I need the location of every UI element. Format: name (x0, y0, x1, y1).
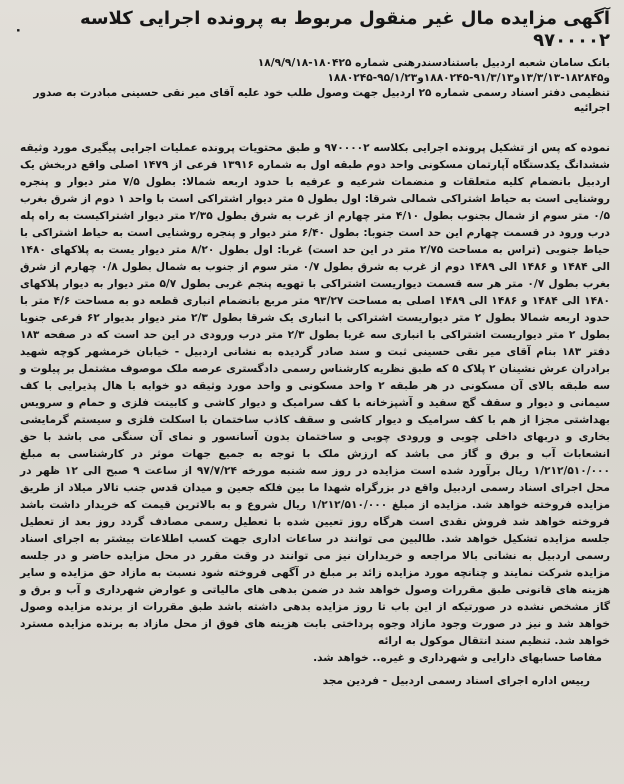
notice-subtitle-1: بانک سامان شعبه اردبیل باستنادسندرهنی شماره ۱۸۰۴۲۵-۱۸/۹/۹/۱۸ و۱۸۲۸۴۵-۱۳/۳/۱۳و۹۱/۳/۱۳-۱۸۸۰۲۴۵و۹۵/۱/۲۳-۱۸۸۰۲۴۵ (257, 57, 610, 84)
notice-closing: مفاصا حسابهای دارایی و شهرداری و غیره.. خواهد شد. (313, 652, 602, 664)
notice-signature: رییس اداره اجرای اسناد رسمی اردبیل - فردین مجد (322, 675, 590, 687)
notice-body: نموده که پس از تشکیل پرونده اجرایی بکلاسه ۹۷۰۰۰۰۲ و طبق محتویات پرونده عملیات اجرایی پیگیری مورد وثیقه ششدانگ یکدستگاه آپارتمان مسکونی واحد دوم طبقه اول به شماره ۱۳۹۱۶ فرعی از ۱۴۷۹ اصلی واقع دربخش یک اردبیل بانضمام کلیه متعلقات و منضمات شرعیه و عرفیه با حدود اربعه شمالا: بطول ۷/۵ متر دیوار و پنجره روشنایی است به حیاط اشتراکی شمالی شرقا: اول بطول ۵ متر دیوار اشتراکی است با واحد ۱ دوم از شرق بغرب ۰/۵ متر سوم از شمال بجنوب بطول ۴/۱۰ متر چهارم از غرب به شرق بطول ۲/۳۵ متر دیوار اشتراکیست به راه پله درب ورود در قسمت چهارم این حد است جنوبا: بطول ۶/۴۰ متر دیوار و پنجره روشنایی است به حیاط اشتراکی با حیاط جنوبی (تراس به مساحت ۲/۷۵ متر در این حد است) غربا: اول بطول ۸/۲۰ متر دیوار یست به پلاکهای ۱۴۸۰ الی ۱۴۸۴ و ۱۴۸۶ الی ۱۴۸۹ دوم از غرب به شرق بطول ۰/۷ متر سوم از جنوب به شمال بطول ۰/۸ چهارم از شرق بغرب بطول ۰/۷ متر هر سه قسمت دیواریست اشتراکی با تهویه پنجم غربی بطول ۵/۷ متر دیوار به دیوار پلاکهای ۱۴۸۰ الی ۱۴۸۴ و ۱۴۸۶ الی ۱۴۸۹ اصلی به مساحت ۹۳/۲۷ متر مربع بانضمام انباری قطعه دو به مساحت ۴/۶ متر با حدود اربعه شمالا بطول ۲ متر دیواریست اشتراکی با انباری یک شرقا بطول ۲/۳ متر دیوار بدیوار ۶۲ فرعی جنوبا بطول ۲ متر دیواریست اشتراکی با انباری سه غربا بطول ۲/۳ متر درب ورودی در این حد است که در صفحه ۱۸۳ دفتر ۱۸۳ بنام آقای میر نقی حسینی ثبت و سند صادر گردیده به نشانی اردبیل - خیابان خرمشهر کوچه شهید برادران عرش نشینان ۲ پلاک ۵ که طبق نظریه کارشناس رسمی دادگستری عرصه ملک موصوف مشتمل بر پیلوت و سه طبقه بالای آن مسکونی در هر طبقه ۲ واحد مسکونی و واحد مورد وثیقه دو خوابه با هال پذیرایی با کف سیمانی و دیوار و سقف گچ سفید و آشپزخانه با کف سرامیک و دیوار کاشی و کابینت فلزی و حمام و سرویس بهداشتی مجزا از هم با کف سرامیک و دیوار کاشی و سقف کاذب ساختمان با اسکلت فلزی و سیستم گرمایشی بخاری و دربهای داخلی چوبی و ورودی چوبی و ساختمان بدون آسانسور و نمای آن سنگی می باشد با حق انشعابات آب و برق و گاز می باشد که ارزش ملک با توجه به جمیع جهات موثر در کارشناسی به مبلغ ۱/۲۱۲/۵۱۰/۰۰۰ ریال برآورد شده است مزایده در روز سه شنبه مورخه ۹۷/۷/۲۴ از ساعت ۹ صبح الی ۱۲ ظهر در محل اجرای اسناد رسمی اردبیل واقع در بزرگراه شهدا ما بین فلکه جعین و میدان قدس جنب تالار میلاد از طریق مزایده فروخته خواهد شد. مزایده از مبلغ ۱/۲۱۲/۵۱۰/۰۰۰ ریال شروع و به بالاترین قیمت که خریدار داشت باشد فروخته خواهد شد فروش نقدی است هرگاه روز تعیین شده با تعطیل رسمی مصادف گردد روز بعد از تعطیل جلسه مزایده تشکیل خواهد شد. طالبین می توانند در ساعات اداری جهت کسب اطلاعات بیشتر به اجرای اسناد رسمی اردبیل به نشانی بالا مراجعه و خریداران نیز می توانند در وقت مقرر در محل مزایده حاضر و در جلسه مزایده شرکت نمایند و چنانچه مورد مزایده زائد بر مبلغ در آگهی فروخته شود نسبت به مازاد حق مزایده و سایر هزینه های قانونی طبق مقررات وصول خواهد شد در ضمن بدهی های مالیاتی و عوارض شهرداری و آب و برق و گاز مشخص نشده در صورتیکه از این باب تا روز مزایده بدهی داشته باشد طبق مقررات از برنده مزایده وصول خواهد شد و نیز در صورت وجود مازاد وجوه پرداختی بابت هزینه های فوق از محل مازاد به برنده مزایده مسترد خواهد شد. تنظیم سند انتقال موکول به ارائه (20, 142, 611, 647)
title-row (14, 8, 610, 52)
notice-subtitle-2: تنظیمی دفتر اسناد رسمی شماره ۲۵ اردبیل جهت وصول طلب خود علیه آقای میر نقی حسینی مبادرت به صدور اجرائیه (33, 87, 610, 114)
header-gap (14, 116, 610, 140)
corner-number: ۰ (14, 22, 23, 38)
notice-title: آگهی مزایده مال غیر منقول مربوط به پرونده اجرایی کلاسه ۹۷۰۰۰۰۲ (79, 8, 610, 51)
notice-header (14, 8, 610, 116)
